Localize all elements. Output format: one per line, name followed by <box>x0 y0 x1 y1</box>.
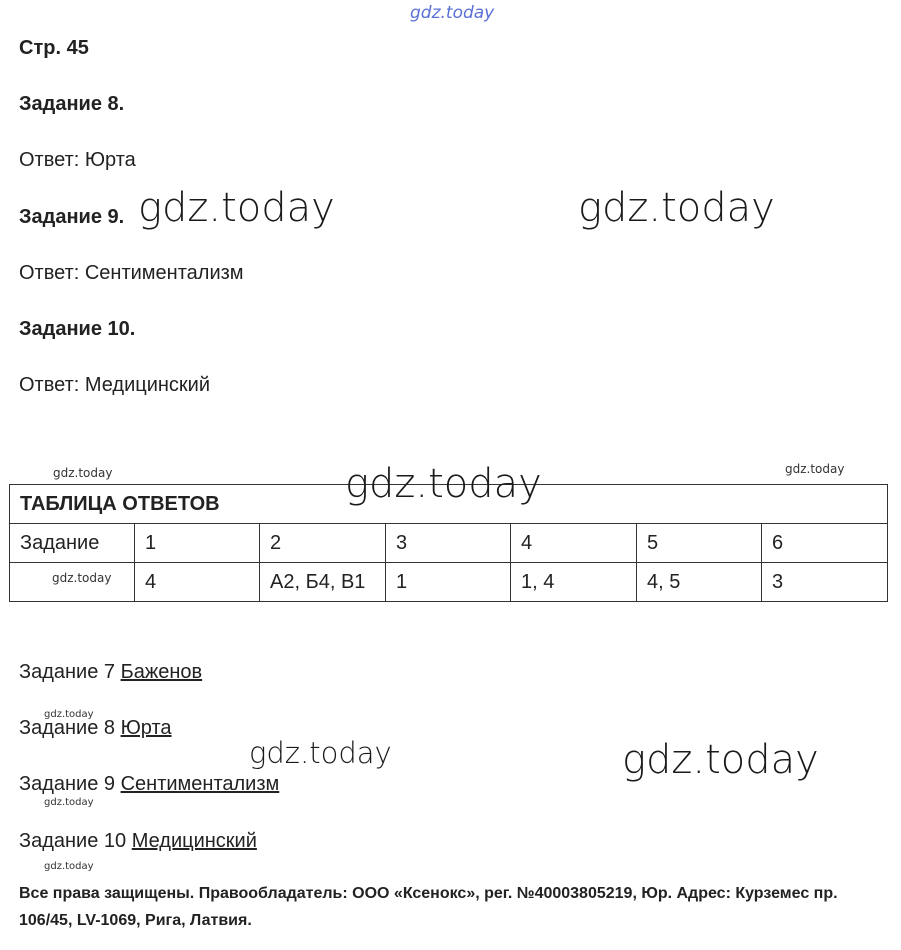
task-number: 5 <box>637 524 762 563</box>
footer-copyright: Все права защищены. Правообладатель: ООО «Ксенокс», рег. №40003805219, Юр. Адрес: Курземес пр. 106/45, LV-1069, Рига, Латвия. <box>19 885 838 929</box>
summary-answer-link[interactable]: Медицинский <box>131 830 257 852</box>
watermark-top: gdz.today <box>410 3 495 23</box>
watermark: gdz.today <box>622 737 819 783</box>
task-heading: Задание 10. <box>19 318 136 340</box>
watermark-tiny: gdz.today <box>44 709 94 720</box>
task-heading: Задание 9. <box>19 206 125 228</box>
task-answer: Ответ: Медицинский <box>19 374 211 396</box>
watermark: gdz.today <box>249 736 392 770</box>
watermark: gdz.today <box>345 461 542 507</box>
watermark: gdz.today <box>578 185 775 231</box>
watermark: gdz.today <box>138 185 335 231</box>
task-number: 1 <box>135 524 260 563</box>
summary-line <box>19 772 279 796</box>
answer-cell: 1 <box>386 563 511 602</box>
answer-cell: 4 <box>135 563 260 602</box>
task-number: 3 <box>386 524 511 563</box>
watermark-small: gdz.today <box>52 571 112 585</box>
table-title: ТАБЛИЦА ОТВЕТОВ <box>10 485 888 524</box>
table-row <box>10 524 888 563</box>
summary-label: Задание 9 <box>19 773 116 795</box>
summary-answer-link[interactable]: Сентиментализм <box>120 773 280 795</box>
answer-cell: 4, 5 <box>637 563 762 602</box>
summary-line <box>19 716 172 740</box>
task-answer: Ответ: Юрта <box>19 149 136 171</box>
answer-cell: 3 <box>762 563 888 602</box>
summary-label: Задание 7 <box>19 661 116 683</box>
summary-label: Задание 8 <box>19 717 116 739</box>
watermark-small: gdz.today <box>53 466 113 480</box>
watermark-small: gdz.today <box>785 462 845 476</box>
summary-answer-link[interactable]: Баженов <box>120 661 203 683</box>
answer-cell: А2, Б4, В1 <box>260 563 386 602</box>
summary-answer-link[interactable]: Юрта <box>120 717 172 739</box>
watermark-tiny: gdz.today <box>44 797 94 808</box>
row-header: Задание <box>10 524 135 563</box>
row-header-empty <box>10 563 135 602</box>
task-number: 6 <box>762 524 888 563</box>
summary-line <box>19 660 202 684</box>
task-answer: Ответ: Сентиментализм <box>19 262 244 284</box>
watermark-tiny: gdz.today <box>44 861 94 872</box>
summary-line <box>19 829 257 853</box>
page-label: Стр. 45 <box>19 37 89 59</box>
task-number: 2 <box>260 524 386 563</box>
summary-label: Задание 10 <box>19 830 127 852</box>
task-heading: Задание 8. <box>19 93 125 115</box>
table-row <box>10 563 888 602</box>
task-number: 4 <box>511 524 637 563</box>
answer-cell: 1, 4 <box>511 563 637 602</box>
